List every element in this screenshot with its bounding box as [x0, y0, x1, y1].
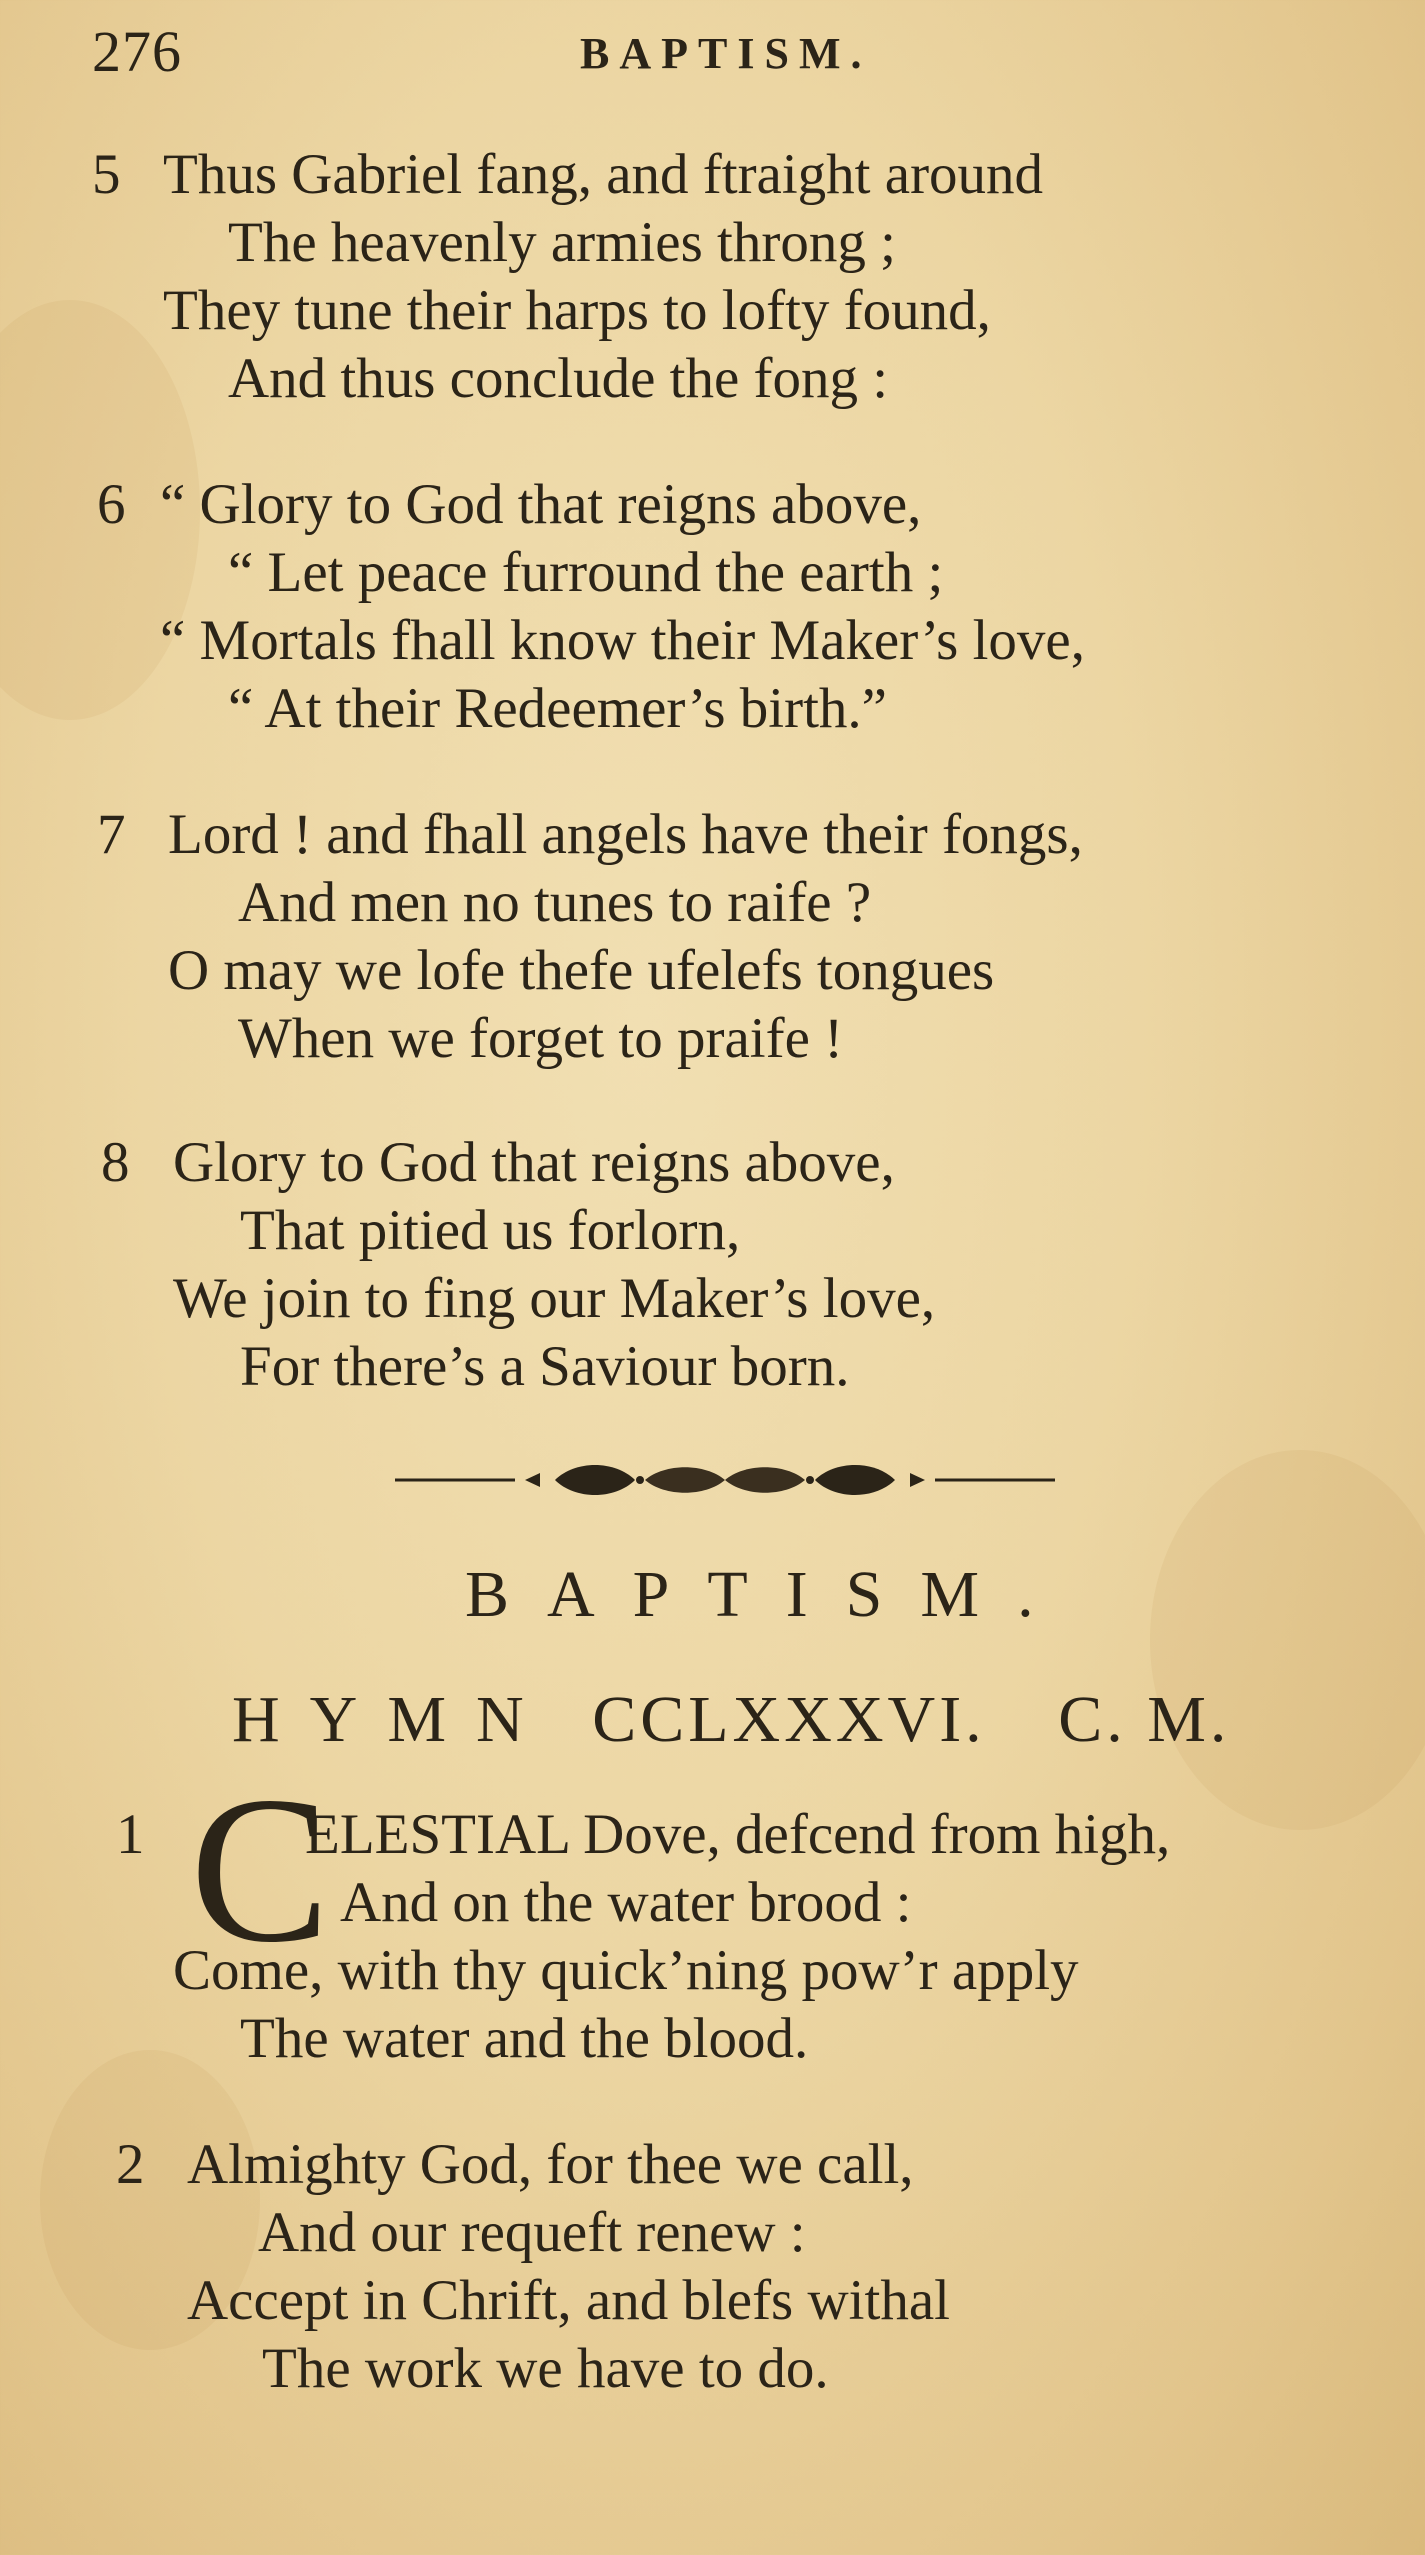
verse-line: They tune their harps to lofty found,	[163, 279, 991, 342]
stanza-number: 2	[116, 2133, 145, 2196]
verse-line: We join to fing our Maker’s love,	[173, 1267, 936, 1330]
verse-line: The work we have to do.	[262, 2337, 829, 2400]
verse-line: ELESTIAL Dove, defcend from high,	[305, 1803, 1171, 1866]
verse-line: “ Glory to God that reigns above,	[160, 473, 922, 536]
verse-line: And thus conclude the fong :	[228, 347, 889, 410]
verse-line: “ Let peace furround the earth ;	[228, 541, 944, 604]
page-header	[0, 18, 1425, 88]
verse-line: O may we lofe thefe ufelefs tongues	[168, 939, 995, 1002]
verse-line: The heavenly armies throng ;	[228, 211, 896, 274]
verse-line: The water and the blood.	[240, 2007, 809, 2070]
verse-line: When we forget to praife !	[238, 1007, 844, 1070]
verse-line: And men no tunes to raife ?	[238, 871, 872, 934]
verse-line: Glory to God that reigns above,	[173, 1131, 895, 1194]
verse-line: “ At their Redeemer’s birth.”	[228, 677, 887, 740]
verse-line: Accept in Chrift, and blefs withal	[187, 2269, 950, 2332]
stanza-number: 5	[92, 143, 121, 206]
hymn-meter: C. M.	[1058, 1683, 1231, 1756]
stanza-number: 7	[97, 803, 126, 866]
verse-line: Almighty God, for thee we call,	[187, 2133, 914, 2196]
hymn-number: CCLXXXVI.	[592, 1683, 986, 1756]
hymn-title	[232, 1680, 1230, 1760]
verse-line: And on the water brood :	[340, 1871, 912, 1934]
verse-line: And our requeft renew :	[258, 2201, 806, 2264]
ornament-rule-icon	[395, 1455, 1055, 1505]
stanza-number: 1	[116, 1803, 145, 1866]
verse-line: That pitied us forlorn,	[240, 1199, 741, 1262]
stanza-number: 8	[101, 1131, 130, 1194]
stanza-number: 6	[97, 473, 126, 536]
drop-cap: C	[190, 1754, 331, 1986]
running-head: BAPTISM.	[580, 29, 872, 78]
hymn-label: HYMN	[232, 1683, 554, 1756]
paper-stain	[1150, 1450, 1425, 1830]
page-number: 276	[92, 19, 182, 84]
verse-line: For there’s a Saviour born.	[240, 1335, 850, 1398]
verse-line: Thus Gabriel fang, and ftraight around	[163, 143, 1044, 206]
verse-line: “ Mortals fhall know their Maker’s love,	[160, 609, 1085, 672]
verse-line: Come, with thy quick’ning pow’r apply	[173, 1939, 1079, 2002]
section-title: BAPTISM.	[465, 1558, 1072, 1631]
verse-line: Lord ! and fhall angels have their fongs,	[168, 803, 1083, 866]
